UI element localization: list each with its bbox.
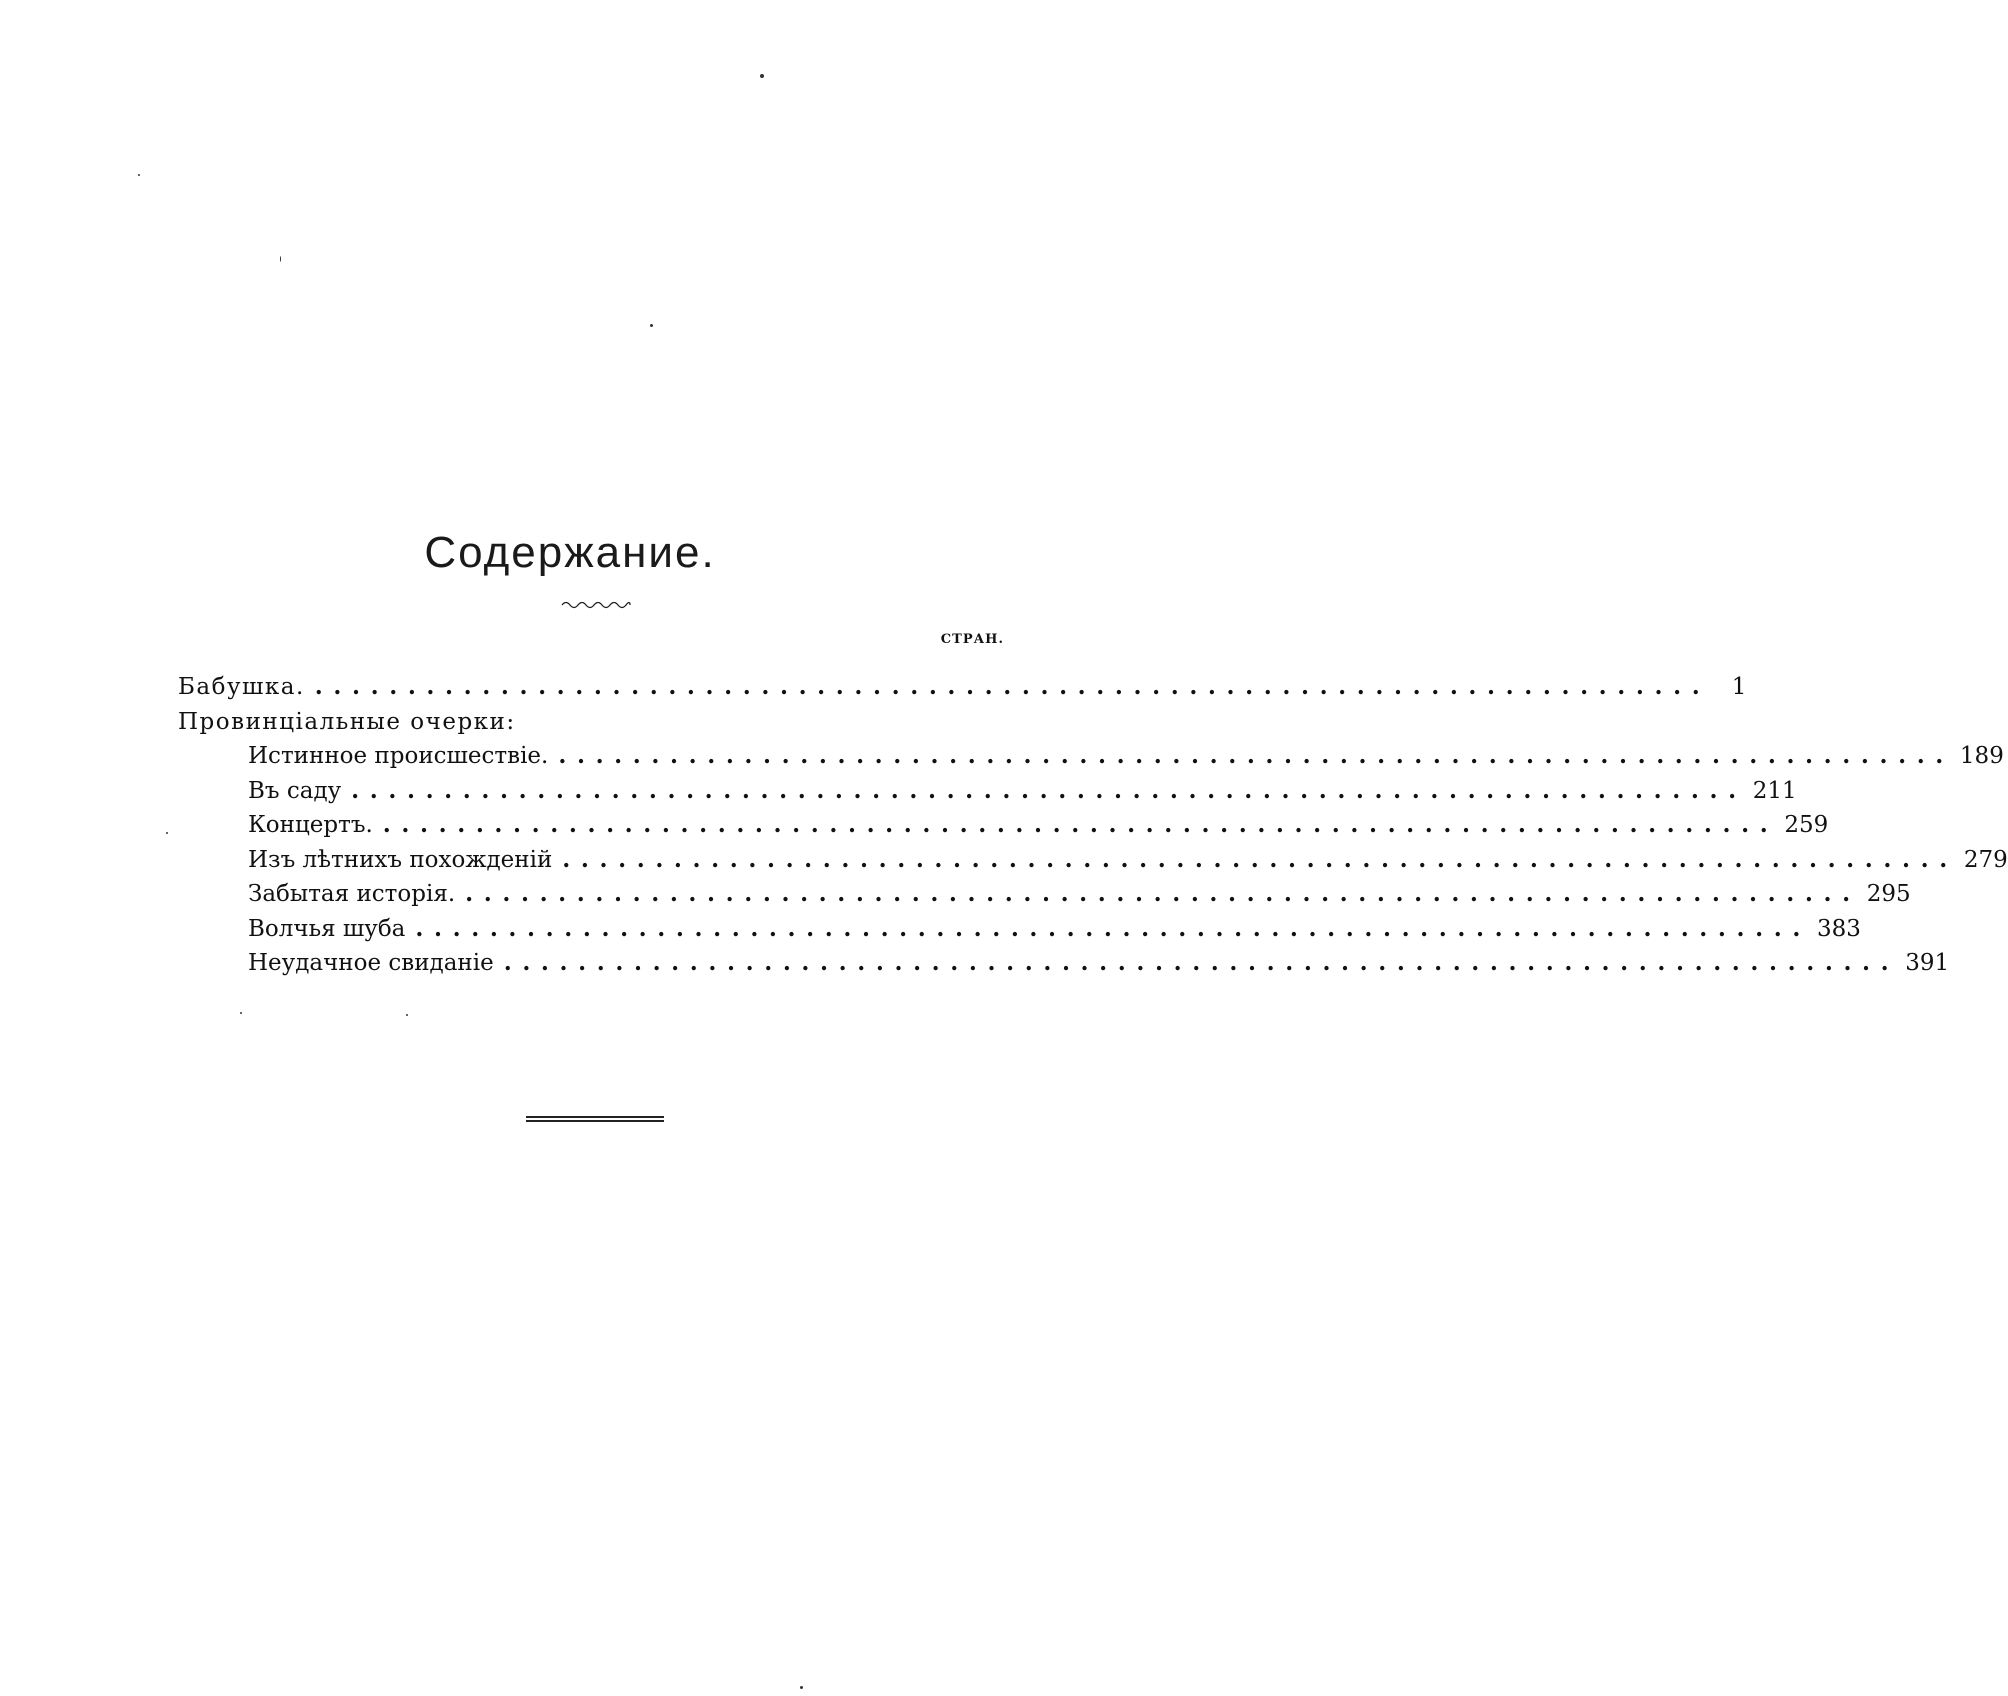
toc-entry-title: Концертъ. [248, 812, 373, 838]
toc-entry-title: Волчья шуба [248, 915, 406, 942]
toc-entry[interactable] [178, 912, 1861, 947]
page-title: Содержание. [424, 528, 716, 577]
print-speck [240, 1012, 242, 1014]
table-of-contents [178, 670, 2008, 981]
print-speck [650, 324, 653, 327]
dot-leader: ........................................................................... [314, 673, 1711, 700]
dot-leader: ........................................................................... [562, 845, 1958, 873]
print-speck [406, 1014, 408, 1016]
toc-entry-title: Бабушка. [178, 674, 305, 700]
dot-leader: ........................................................................... [558, 742, 1954, 769]
page-column-header: СТРАН. [940, 632, 1004, 647]
dot-leader: ........................................................................... [465, 880, 1861, 907]
wavy-ornament [560, 598, 632, 612]
toc-entry-title: Изъ лѣтнихъ похожденій [248, 846, 553, 873]
rule-line [526, 1120, 664, 1122]
toc-entry-page: 259 [1784, 812, 1829, 838]
closing-double-rule [526, 1116, 664, 1122]
toc-entry-page: 383 [1816, 915, 1861, 942]
toc-entry-title: Истинное происшествіе. [248, 743, 549, 769]
toc-entry-title: Въ саду [248, 777, 342, 804]
print-speck [760, 74, 764, 78]
print-speck [166, 832, 168, 834]
rule-line [526, 1116, 664, 1118]
toc-entry[interactable] [178, 739, 2004, 774]
toc-entry-title: Забытая исторія. [248, 881, 456, 907]
toc-entry-title: Неудачное свиданіе [248, 950, 494, 976]
toc-entry-page: 279 [1963, 846, 2008, 873]
toc-entry-page: 1 [1731, 674, 1747, 700]
toc-entry-page: 391 [1905, 950, 1950, 976]
toc-entry[interactable] [178, 946, 1950, 981]
print-speck [138, 174, 140, 176]
toc-section-title: Провинціальные очерки: [178, 708, 516, 735]
dot-leader: ........................................................................... [503, 949, 1900, 976]
toc-entry[interactable] [178, 670, 1747, 705]
dot-leader: ........................................................................... [415, 914, 1811, 942]
toc-entry[interactable] [178, 843, 2008, 878]
toc-entry[interactable] [178, 808, 1829, 843]
toc-section-heading [178, 705, 1004, 740]
toc-entry[interactable] [178, 877, 1911, 912]
toc-entry-page: 211 [1752, 777, 1797, 804]
print-speck [800, 1686, 803, 1689]
dot-leader: ........................................................................... [351, 776, 1747, 804]
toc-entry-page: 189 [1959, 743, 2004, 769]
toc-entry-page: 295 [1866, 881, 1911, 907]
print-speck [280, 256, 281, 262]
toc-entry[interactable] [178, 774, 1797, 809]
dot-leader: ........................................................................... [382, 811, 1779, 838]
